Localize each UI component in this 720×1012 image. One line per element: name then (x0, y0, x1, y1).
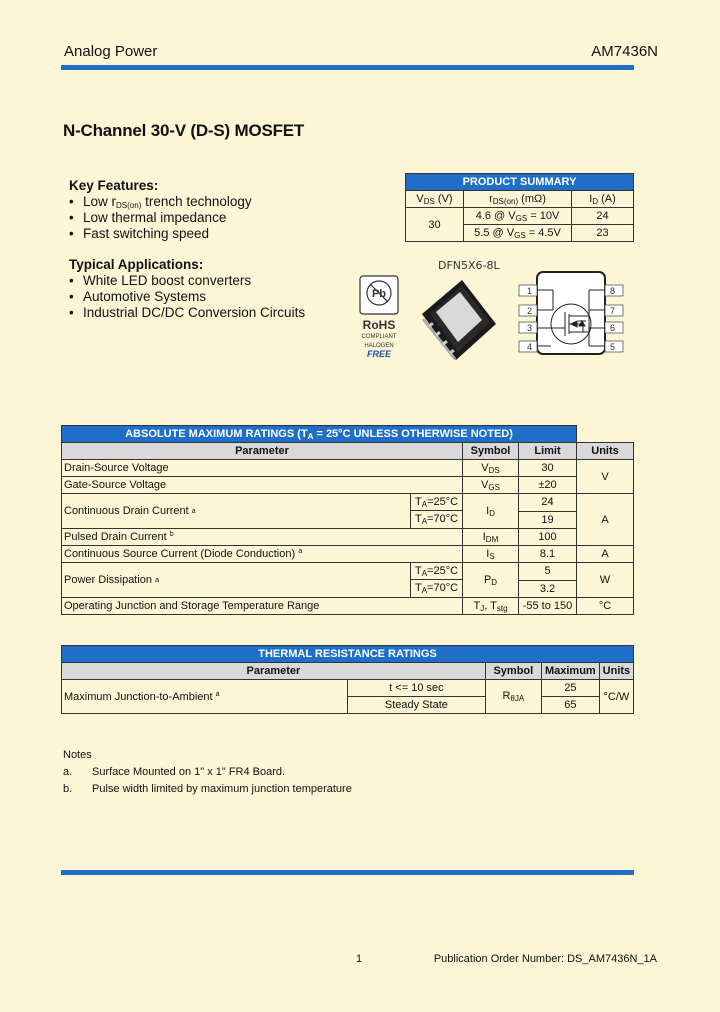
product-summary-table (405, 173, 634, 242)
company-name: Analog Power (64, 43, 158, 60)
table-row: Maximum Junction-to-Ambient $^a$ t <= 10 sec $R_{\theta JA}$ 25 °C/W (62, 680, 634, 697)
publication-number: Publication Order Number: DS_AM7436N_1A (433, 953, 657, 965)
typical-applications-list (69, 273, 305, 321)
col-units: Units (599, 663, 633, 680)
list-item: • Low $r_{DS(on)}$ trench technology (69, 194, 252, 210)
pin-label: 1 (527, 286, 533, 296)
col-parameter: Parameter (62, 663, 486, 680)
page-title: N-Channel 30-V (D-S) MOSFET (63, 121, 305, 140)
rohs-text: RoHS (362, 318, 396, 332)
col-symbol: Symbol (485, 663, 541, 680)
table-row: Power Dissipation a $T_A=25^\circ C$ $T_A=70^\circ C$ $P_D$ 5 W (62, 563, 634, 581)
col-maximum: Maximum (541, 663, 599, 680)
absolute-max-ratings-table (61, 425, 634, 615)
table-row: 3.2 (62, 580, 634, 598)
rohs-logo (357, 273, 401, 363)
col-id: $I_D$ (A) (572, 191, 634, 208)
table-row: Drain-Source Voltage $V_{DS}$ 30 V (62, 460, 634, 477)
id-value: 23 (572, 225, 634, 242)
list-item: • Automotive Systems (69, 289, 305, 305)
table-row: Gate-Source Voltage $V_{GS}$ ±20 (62, 477, 634, 494)
pin-label: 8 (610, 286, 616, 296)
rds-value: 5.5 @ $V_{GS} = 4.5V$ (464, 225, 572, 242)
col-parameter: Parameter (62, 443, 463, 460)
note-b: b. Pulse width limited by maximum junction temperature (63, 783, 352, 795)
table-row (406, 208, 634, 225)
table-row: Operating Junction and Storage Temperature Range $T_J$, $T_{stg}$ -55 to 150 °C (62, 598, 634, 615)
list-item: • Industrial DC/DC Conversion Circuits (69, 305, 305, 321)
header-rule (61, 65, 634, 70)
package-image (410, 272, 500, 362)
key-features-list (69, 194, 252, 242)
table-row: Pulsed Drain Current $^b$ $I_{DM}$ 100 (62, 529, 634, 546)
page-number: 1 (356, 953, 363, 965)
product-summary-title: PRODUCT SUMMARY (406, 174, 634, 191)
list-item: • Low thermal impedance (69, 210, 252, 226)
col-vds: $V_{DS}$ (V) (406, 191, 464, 208)
list-item: • Fast switching speed (69, 226, 252, 242)
rds-value: 4.6 @ $V_{GS} = 10V$ (464, 208, 572, 225)
part-number: AM7436N (591, 43, 658, 60)
pinout-diagram (515, 270, 627, 356)
table-row: Continuous Source Current (Diode Conduction) $^a$ $I_S$ 8.1 A (62, 546, 634, 563)
abs-max-title: ABSOLUTE MAXIMUM RATINGS ($T_A = 25^\circ C$ UNLESS OTHERWISE NOTED) (62, 426, 577, 443)
table-row: Continuous Drain Current a $T_A=25^\circ C$ $T_A=70^\circ C$ $I_D$ 24 A (62, 494, 634, 512)
thermal-title: THERMAL RESISTANCE RATINGS (62, 646, 634, 663)
halogen-text: HALOGEN (364, 343, 394, 349)
table-row: 19 (62, 511, 634, 529)
pin-label: 2 (527, 306, 533, 316)
col-rds: $r_{DS(on)}$ (mΩ) (464, 191, 572, 208)
pin-label: 7 (610, 306, 616, 316)
col-limit: Limit (519, 443, 577, 460)
package-label: DFN5X6-8L (438, 259, 500, 272)
pin-label: 5 (610, 342, 616, 352)
rohs-compliant-text: COMPLIANT (361, 334, 397, 340)
col-symbol: Symbol (463, 443, 519, 460)
pin-label: 3 (527, 323, 533, 333)
id-value: 24 (572, 208, 634, 225)
notes-heading: Notes (63, 749, 92, 761)
key-features-heading: Key Features: (69, 178, 159, 193)
pin-label: 4 (527, 342, 533, 352)
svg-text:Pb: Pb (371, 288, 387, 300)
pin-label: 6 (610, 323, 616, 333)
footer-rule (61, 870, 634, 875)
note-a: a. Surface Mounted on 1" x 1" FR4 Board. (63, 766, 286, 778)
table-row: Steady State 65 (62, 697, 634, 714)
col-units: Units (577, 443, 634, 460)
thermal-resistance-table (61, 645, 634, 714)
typical-applications-heading: Typical Applications: (69, 257, 204, 272)
free-text: FREE (366, 349, 392, 359)
list-item: • White LED boost converters (69, 273, 305, 289)
vds-value: 30 (406, 208, 464, 242)
